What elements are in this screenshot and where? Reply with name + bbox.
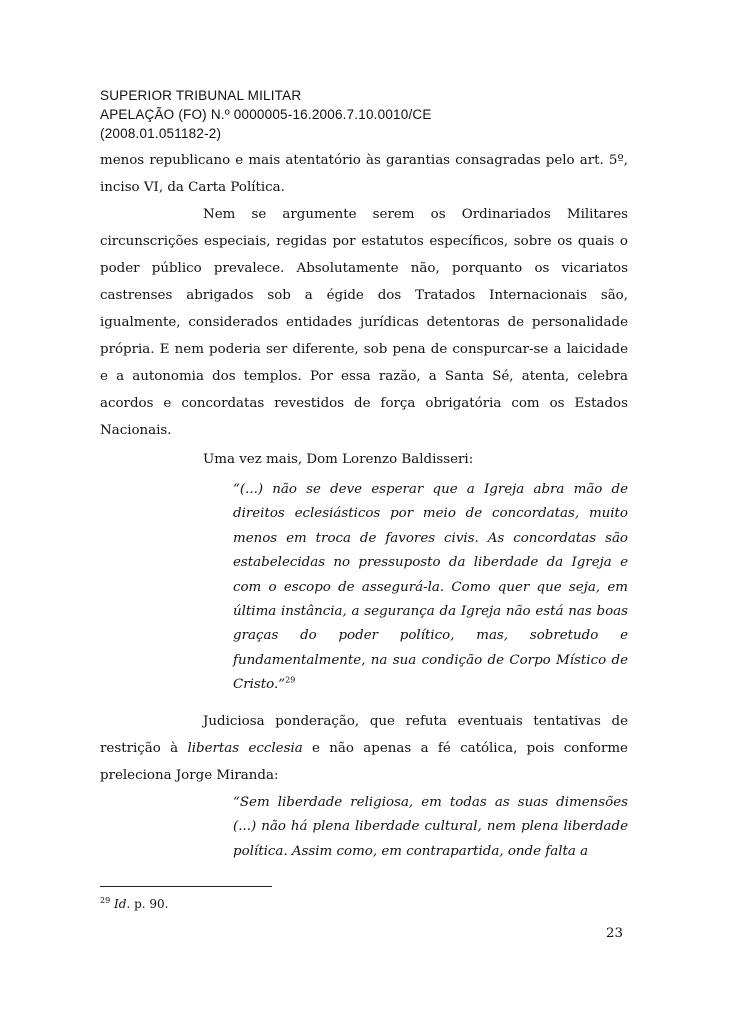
latin-term: libertas ecclesia: [187, 741, 303, 756]
paragraph-judiciosa: [100, 708, 628, 789]
footnote-reference: 29: [285, 675, 296, 685]
footnote-separator: [100, 886, 272, 887]
case-reference: (2008.01.051182-2): [100, 126, 222, 141]
court-name: SUPERIOR TRIBUNAL MILITAR: [100, 88, 302, 103]
footnote-text: p. 90.: [130, 897, 169, 911]
quote-text: “(...) não se deve esperar que a Igreja abra mão de direitos eclesiásticos por meio de concordatas, muito menos em troca de favores civis. As concordatas são estabelecidas no pressuposto da liberdade da Igreja e com o escopo de assegurá-la. Como quer que seja, em última instância, a segurança da Igreja não está nas boas graças do poder político, mas, sobretudo e fundamentalmente, na sua condição de Corpo Místico de Cristo.”: [233, 482, 628, 693]
block-quote-miranda: “Sem liberdade religiosa, em todas as suas dimensões (...) não há plena liberdade cultural, nem plena liberdade política. Assim como, em contrapartida, onde falta a: [233, 795, 628, 859]
block-quote-baldisseri: [233, 478, 628, 698]
footnote: [100, 896, 168, 912]
case-number: APELAÇÃO (FO) N.º 0000005-16.2006.7.10.0010/CE: [100, 107, 432, 122]
paragraph-text-end: e não apenas a fé católica, pois conforme preleciona Jorge Miranda:: [100, 741, 628, 783]
paragraph-continuation: menos republicano e mais atentatório às garantias consagradas pelo art. 5º, inciso VI, da Carta Política.: [100, 153, 628, 195]
footnote-number: 29: [100, 896, 111, 905]
page-number: 23: [606, 926, 624, 941]
paragraph-text-start: Judiciosa ponderação, que refuta eventuais tentativas de restrição à: [100, 714, 628, 756]
paragraph-baldisseri-intro: Uma vez mais, Dom Lorenzo Baldisseri:: [203, 452, 474, 467]
paragraph-ordinariados: Nem se argumente serem os Ordinariados Militares circunscrições especiais, regidas por estatutos específicos, sobre os quais o poder público prevalece. Absolutamente não, porquanto os vicariatos castrenses abrigados sob a égide dos Tratados Internacionais são, igualmente, considerados entidades jurídicas detentoras de personalidade própria. E nem poderia ser diferente, sob pena de conspurcar-se a laicidade e a autonomia dos templos. Por essa razão, a Santa Sé, atenta, celebra acordos e concordatas revestidos de força obrigatória com os Estados Nacionais.: [100, 207, 628, 438]
footnote-abbrev: Id.: [114, 897, 131, 911]
document-header: [100, 86, 432, 143]
